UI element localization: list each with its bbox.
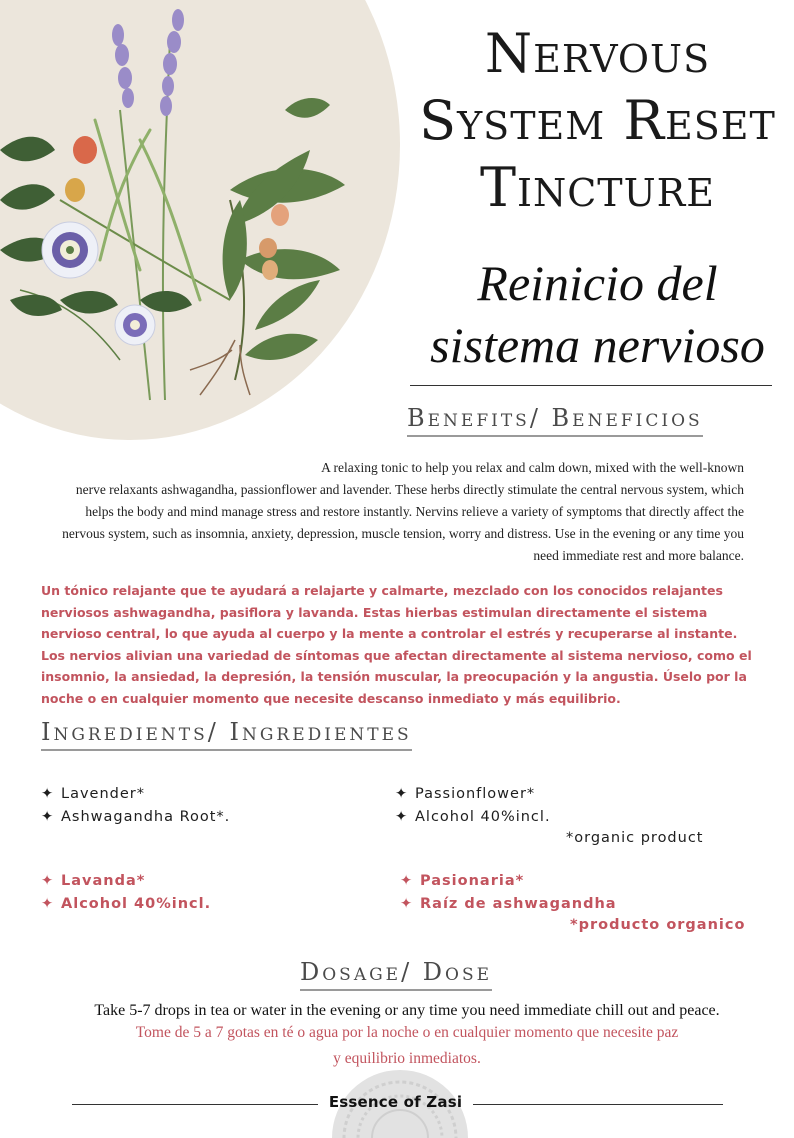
list-item <box>41 870 211 893</box>
title-divider <box>410 385 772 386</box>
list-item <box>395 806 551 829</box>
title-line: Nervous <box>484 22 711 85</box>
four-point-star-icon: ✦ <box>400 896 414 912</box>
ingredient-label: Alcohol 40%incl. <box>61 896 212 912</box>
ingredient-label: Ashwagandha Root*. <box>61 809 231 825</box>
benefits-heading-text: Benefits/ Beneficios <box>407 404 703 432</box>
dosage-heading <box>300 958 492 986</box>
ingredient-label: Alcohol 40%incl. <box>415 809 551 825</box>
botanical-illustration <box>0 0 390 420</box>
dosage-heading-text: Dosage/ Dose <box>300 958 493 986</box>
title-line: Reinicio del <box>477 255 718 311</box>
benefits-heading <box>407 404 703 432</box>
benefits-line: helps the body and mind manage stress and restore instantly. Nervins relieve a variety of symptoms that directly affect the <box>85 504 744 519</box>
list-item <box>41 783 230 806</box>
four-point-star-icon: ✦ <box>41 873 55 889</box>
title-line: System Reset <box>419 89 776 152</box>
product-title-english <box>405 20 790 221</box>
dosage-line: y equilibrio inmediatos. <box>333 1050 481 1067</box>
list-item <box>41 893 211 916</box>
ingredient-label: Lavanda* <box>61 873 146 889</box>
heading-underline <box>41 749 412 751</box>
organic-note-english: *organic product <box>566 830 704 846</box>
footer-rule-left <box>72 1104 318 1105</box>
list-item <box>400 870 617 893</box>
brand-logo: Essence of Zasi <box>328 1093 463 1111</box>
benefits-paragraph: Un tónico relajante que te ayudará a relajarte y calmarte, mezclado con los conocidos relajantes nerviosos ashwagandha, pasiflora y lavanda. Estas hierbas estimulan directamente el sistema nervioso central, lo que ayuda al cuerpo y la mente a controlar el estrés y recuperarse al instante. <box>41 583 738 641</box>
ingredients-list-english-right <box>395 783 551 829</box>
ingredient-label: Raíz de ashwagandha <box>420 896 617 912</box>
title-line: sistema nervioso <box>430 317 765 373</box>
ingredient-label: Passionflower* <box>415 786 536 802</box>
dosage-text-english: Take 5-7 drops in tea or water in the evening or any time you need immediate chill out and peace. <box>94 1002 720 1019</box>
footer-rule-right <box>473 1104 723 1105</box>
four-point-star-icon: ✦ <box>41 896 55 912</box>
heading-underline <box>407 435 703 437</box>
ingredients-list-spanish-right <box>400 870 617 916</box>
dosage-line: Tome de 5 a 7 gotas en té o agua por la noche o en cualquier momento que necesite paz <box>135 1024 679 1041</box>
ingredients-list-spanish-left <box>41 870 211 916</box>
benefits-line: nervous system, such as insomnia, anxiety, depression, muscle tension, worry and distress. Use in the evening or any time you <box>62 526 744 541</box>
benefits-text-spanish <box>41 580 753 709</box>
four-point-star-icon: ✦ <box>395 786 409 802</box>
dosage-text-spanish <box>90 1020 724 1072</box>
organic-note-spanish: *producto organico <box>570 917 746 933</box>
benefits-paragraph: Los nervios alivian una variedad de síntomas que afectan directamente al sistema nervioso, como el insomnio, la ansiedad, la depresión, la tensión muscular, la preocupación y la angustia. Úselo por la noche o en cualquier momento que necesite descanso inmediato y más equilibrio. <box>41 647 752 706</box>
ingredients-heading-text: Ingredients/ Ingredientes <box>41 718 412 746</box>
title-line: Tincture <box>479 156 716 219</box>
list-item <box>41 806 230 829</box>
ingredient-label: Lavender* <box>61 786 145 802</box>
benefits-line: need immediate rest and more balance. <box>533 548 744 563</box>
list-item <box>400 893 617 916</box>
four-point-star-icon: ✦ <box>41 809 55 825</box>
ingredients-heading <box>41 718 412 746</box>
benefits-line: A relaxing tonic to help you relax and calm down, mixed with the well-known <box>321 460 744 475</box>
product-title-spanish <box>405 252 790 376</box>
four-point-star-icon: ✦ <box>395 809 409 825</box>
benefits-text-english <box>30 457 744 567</box>
ingredient-label: Pasionaria* <box>420 873 525 889</box>
heading-underline <box>300 989 492 991</box>
ingredients-list-english-left <box>41 783 230 829</box>
four-point-star-icon: ✦ <box>400 873 414 889</box>
benefits-line: nerve relaxants ashwagandha, passionflower and lavender. These herbs directly stimulate the central nervous system, which <box>75 482 744 497</box>
list-item <box>395 783 551 806</box>
four-point-star-icon: ✦ <box>41 786 55 802</box>
